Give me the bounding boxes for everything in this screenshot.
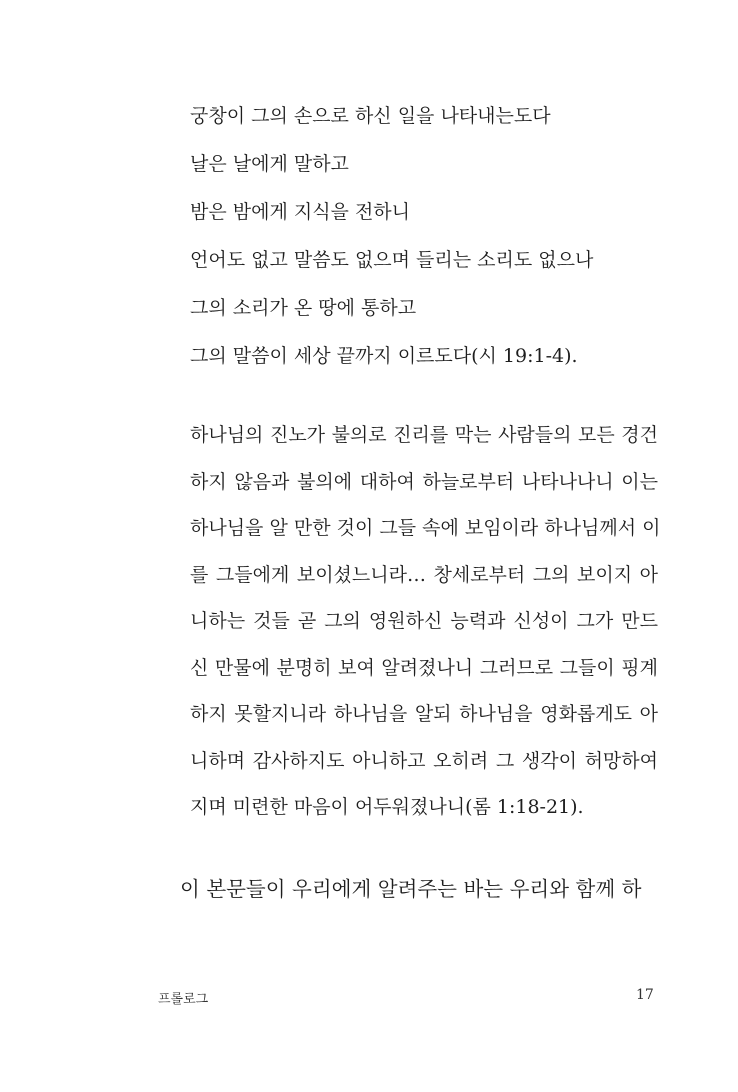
running-footer-section-title: 프롤로그	[158, 992, 209, 1007]
quote-line: 하나님의 진노가 불의로 진리를 막는 사람들의 모든 경건	[190, 424, 658, 446]
quote-line: 를 그들에게 보이셨느니라… 창세로부터 그의 보이지 아	[190, 563, 658, 586]
quote-line: 하지 못할지니라 하나님을 알되 하나님을 영화롭게도 아	[190, 703, 658, 725]
quote-line: 날은 날에게 말하고	[190, 153, 349, 175]
quote-line: 신 만물에 분명히 보여 알려졌나니 그러므로 그들이 핑계	[190, 656, 658, 679]
quote-line: 궁창이 그의 손으로 하신 일을 나타내는도다	[190, 105, 551, 127]
romans-quote-block	[190, 412, 661, 831]
quote-line: 그의 말씀이 세상 끝까지 이르도다(시 19:1-4).	[190, 345, 578, 367]
quote-line: 밤은 밤에게 지식을 전하니	[190, 201, 411, 223]
quote-line: 니하며 감사하지도 아니하고 오히려 그 생각이 허망하여	[190, 749, 658, 772]
page-number: 17	[636, 987, 654, 1003]
psalm-quote-block	[190, 92, 660, 380]
quote-line: 하나님을 알 만한 것이 그들 속에 보임이라 하나님께서 이	[190, 517, 661, 539]
quote-line: 하지 않음과 불의에 대하여 하늘로부터 나타나나니 이는	[190, 470, 658, 493]
quote-line: 니하는 것들 곧 그의 영원하신 능력과 신성이 그가 만드	[190, 610, 658, 632]
quote-line: 언어도 없고 말씀도 없으며 들리는 소리도 없으나	[190, 249, 594, 271]
body-paragraph: 이 본문들이 우리에게 알려주는 바는 우리와 함께 하	[180, 877, 642, 901]
quote-line: 지며 미련한 마음이 어두워졌나니(롬 1:18-21).	[190, 796, 584, 818]
quote-line: 그의 소리가 온 땅에 통하고	[190, 297, 417, 319]
